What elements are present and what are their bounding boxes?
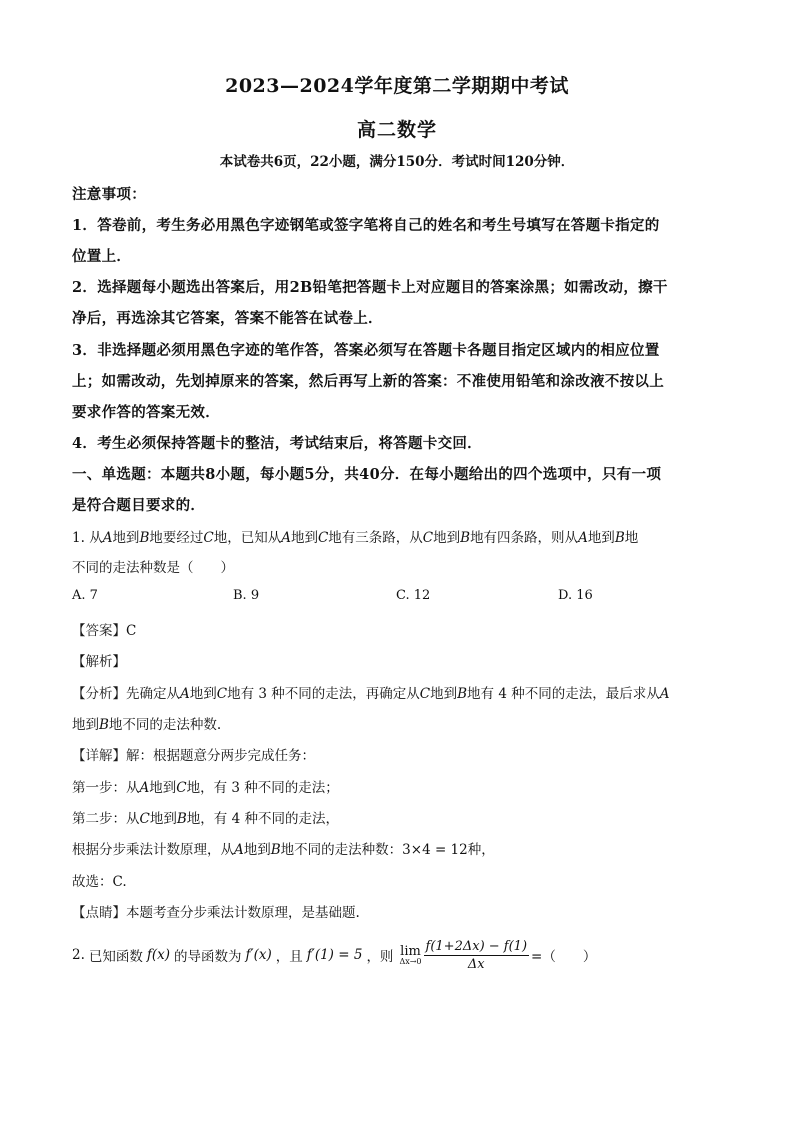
- step-2: [72, 807, 339, 827]
- lim-text: lim: [400, 943, 421, 959]
- fenxi-text: 种不同的走法，最后求从: [511, 686, 660, 702]
- fenxi-text: 地有: [227, 686, 255, 702]
- var-c: C: [203, 530, 214, 546]
- fenxi-line-2: [72, 713, 221, 733]
- step-text: 种不同的走法；: [244, 780, 339, 796]
- notice-item-3: 3．非选择题必须用黑色字迹的笔作答，答案必须写在答题卡各题目指定区域内的相应位置: [72, 342, 660, 359]
- question-2-stem: [72, 935, 596, 975]
- fenxi-text: 地到: [430, 686, 458, 702]
- detail-text: 解：根据题意分两步完成任务：: [126, 748, 315, 764]
- stem-text: 地到: [290, 530, 318, 546]
- fenxi-text: 种不同的走法，再确定从: [271, 686, 420, 702]
- limit-fraction: [424, 939, 530, 972]
- calc-text: 地不同的走法种数：: [280, 842, 403, 858]
- notice-item-2: 2．选择题每小题选出答案后，用2B铅笔把答题卡上对应题目的答案涂黑；如需改动，擦干: [72, 279, 668, 296]
- notice-item-2-cont: 净后，再选涂其它答案，答案不能答在试卷上．: [72, 310, 383, 327]
- lim-subscript: Δx→0: [399, 956, 422, 966]
- choose-line: 故选：C.: [72, 874, 127, 890]
- comment-tag: 【点睛】: [72, 905, 126, 921]
- stem-text: 地有四条路，则从: [470, 530, 579, 546]
- var-a: A: [139, 780, 150, 796]
- var-c: C: [422, 530, 434, 546]
- exam-title: 2023—2024学年度第二学期期中考试: [225, 75, 569, 97]
- stem-text: 地到: [433, 530, 461, 546]
- calc-text: 种，: [467, 842, 495, 858]
- notice-item-1-cont: 位置上．: [72, 248, 132, 265]
- fraction-denominator: Δx: [467, 956, 485, 972]
- var-a: A: [180, 686, 190, 702]
- var-c: C: [176, 780, 187, 796]
- stem-text: 地要经过: [149, 530, 204, 546]
- notice-item-1: 1．答卷前，考生务必用黑色字迹钢笔或签字笔将自己的姓名和考生号填写在答题卡指定的: [72, 217, 660, 234]
- answer-tag: 【答案】: [72, 623, 126, 639]
- calc-text: 根据分步乘法计数原理，从: [72, 842, 234, 858]
- fenxi-tag: 【分析】: [72, 686, 126, 702]
- var-c: C: [216, 686, 228, 702]
- option-d[interactable]: D. 16: [558, 588, 593, 603]
- num-3: 3: [231, 780, 240, 796]
- comment-line: [72, 901, 360, 921]
- fenxi-text: 地到: [189, 686, 217, 702]
- step-text: 地到: [149, 811, 177, 827]
- num-4: 4: [498, 686, 507, 702]
- var-b: B: [614, 530, 625, 546]
- function-f: f(x): [146, 947, 171, 963]
- var-a: A: [578, 530, 588, 546]
- stem-text: 已知函数: [88, 949, 143, 965]
- stem-text: 地，已知从: [213, 530, 282, 546]
- detail-line: [72, 744, 315, 764]
- option-a[interactable]: A. 7: [72, 588, 98, 603]
- comment-text: 本题考查分步乘法计数原理，是基础题.: [126, 905, 360, 921]
- var-b: B: [457, 686, 468, 702]
- var-c: C: [139, 811, 150, 827]
- var-b: B: [99, 717, 109, 733]
- notice-item-3-cont2: 要求作答的答案无效．: [72, 404, 220, 421]
- step-1: [72, 776, 339, 796]
- var-b: B: [270, 842, 281, 858]
- answer-value: C: [126, 623, 137, 639]
- question-number: 2.: [72, 947, 85, 963]
- stem-text: 的导函数为: [174, 949, 242, 965]
- stem-text: 地: [624, 530, 639, 546]
- calc-text: 地到: [243, 842, 271, 858]
- fenxi-text: 地到: [72, 717, 99, 733]
- var-b: B: [176, 811, 187, 827]
- var-c: C: [419, 686, 431, 702]
- var-c: C: [317, 530, 329, 546]
- step-text: 第二步：从: [72, 811, 140, 827]
- stem-text: 从: [89, 530, 103, 546]
- detail-tag: 【详解】: [72, 748, 126, 764]
- calc-line: [72, 838, 495, 858]
- section-heading-cont: 是符合题目要求的．: [72, 497, 206, 514]
- option-c[interactable]: C. 12: [396, 588, 431, 603]
- answer-line: [72, 619, 136, 639]
- subject-title: 高二数学: [356, 119, 437, 141]
- step-text: 第一步：从: [72, 780, 140, 796]
- notice-heading: 注意事项：: [72, 186, 146, 203]
- exam-info: 本试卷共6页，22小题，满分150分．考试时间120分钟．: [219, 154, 575, 170]
- limit-operator: [399, 945, 421, 966]
- derivative-f: f′(x): [245, 947, 272, 963]
- step-text: 地，有: [186, 811, 228, 827]
- stem-text: 地到: [112, 530, 140, 546]
- analysis-tag: 【解析】: [72, 654, 126, 670]
- var-b: B: [139, 530, 150, 546]
- question-1-stem: [72, 526, 638, 546]
- fenxi-text: 地不同的走法种数.: [108, 717, 222, 733]
- var-a: A: [102, 530, 113, 546]
- var-a: A: [281, 530, 291, 546]
- var-a: A: [234, 842, 244, 858]
- condition: f′(1) = 5: [306, 947, 363, 963]
- notice-item-3-cont1: 上；如需改动，先划掉原来的答案，然后再写上新的答案：不准使用铅笔和涂改液不按以上: [72, 373, 664, 390]
- step-text: 地到: [149, 780, 177, 796]
- fenxi-text: 先确定从: [126, 686, 180, 702]
- section-heading: 一、单选题：本题共8小题，每小题5分，共40分．在每小题给出的四个选项中，只有一项: [72, 466, 662, 483]
- num-4: 4: [231, 811, 241, 827]
- calc-expression: 3×4 = 12: [402, 842, 468, 858]
- stem-text: ，且: [275, 949, 303, 965]
- stem-text: 地到: [587, 530, 615, 546]
- fenxi-line-1: [72, 682, 669, 702]
- fenxi-text: 地有: [467, 686, 495, 702]
- step-text: 地，有: [186, 780, 228, 796]
- num-3: 3: [258, 686, 267, 702]
- var-b: B: [460, 530, 471, 546]
- question-number: 1.: [72, 530, 85, 546]
- notice-item-4: 4．考生必须保持答题卡的整洁，考试结束后，将答题卡交回．: [72, 435, 482, 452]
- var-a: A: [659, 686, 670, 702]
- stem-text: ，则: [366, 949, 394, 965]
- option-b[interactable]: B. 9: [233, 588, 260, 603]
- stem-text: =（ ）: [531, 949, 597, 965]
- question-1-stem-cont: 不同的走法种数是（ ）: [72, 560, 234, 576]
- step-text: 种不同的走法，: [244, 811, 339, 827]
- fraction-numerator: f(1+2Δx) − f(1): [425, 938, 528, 954]
- stem-text: 地有三条路，从: [328, 530, 423, 546]
